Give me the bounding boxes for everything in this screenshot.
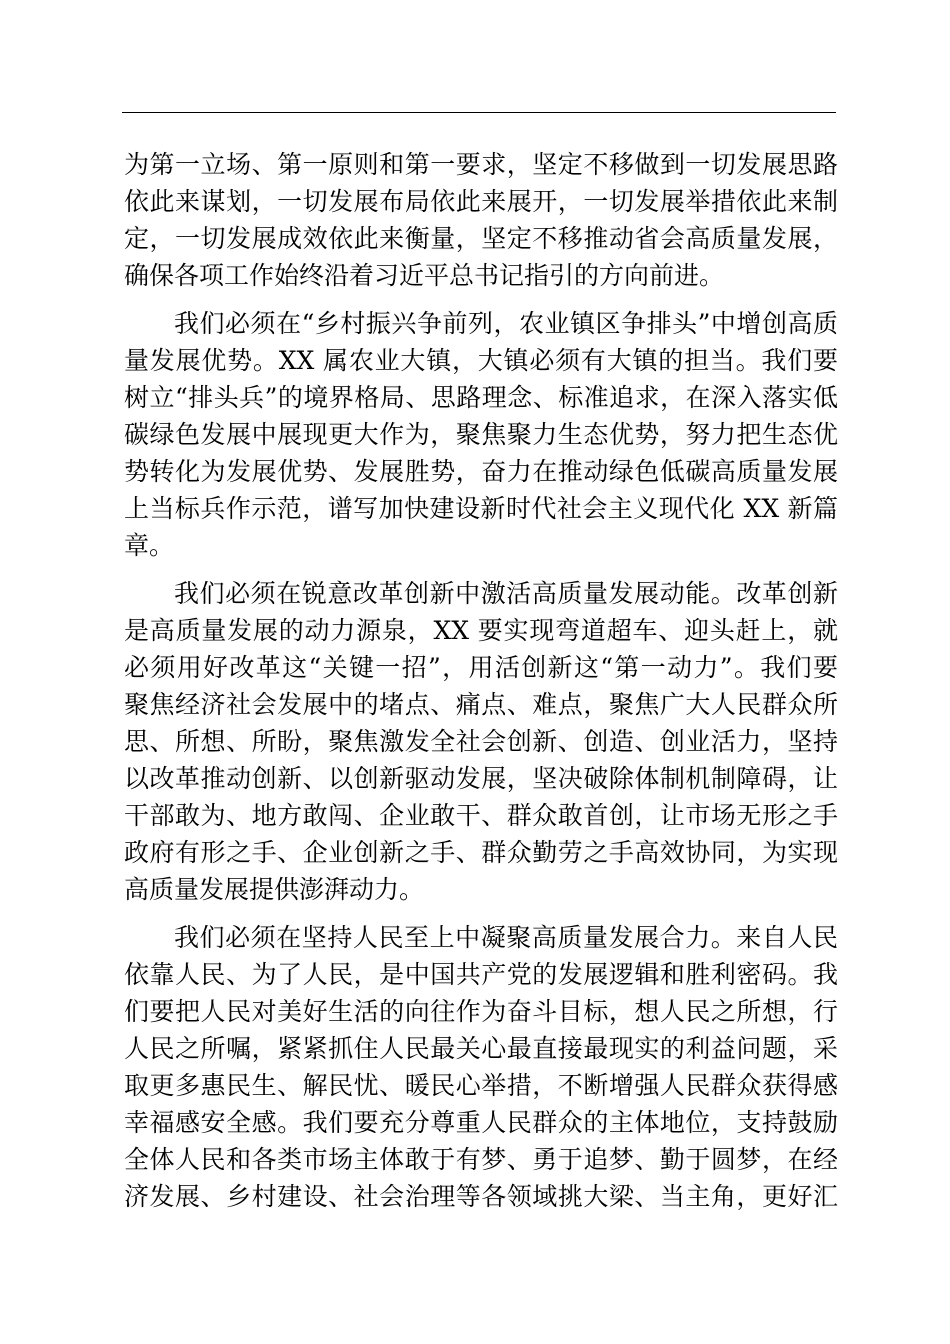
text-line: 聚焦经济社会发展中的堵点、痛点、难点，聚焦广大人民群众所 bbox=[124, 690, 838, 719]
text-line: 我们必须在“乡村振兴争前列，农业镇区争排头”中增创高质 bbox=[174, 309, 838, 338]
text-line: 定，一切发展成效依此来衡量，坚定不移推动省会高质量发展， bbox=[124, 224, 838, 253]
text-line: 依靠人民、为了人民，是中国共产党的发展逻辑和胜利密码。我 bbox=[124, 960, 838, 989]
text-line: 思、所想、所盼，聚焦激发全社会创新、创造、创业活力，坚持 bbox=[124, 727, 838, 756]
text-line: 章。 bbox=[124, 531, 175, 560]
text-line: 树立“排头兵”的境界格局、思路理念、标准追求，在深入落实低 bbox=[124, 383, 838, 412]
header-rule bbox=[122, 112, 836, 113]
text-line: 济发展、乡村建设、社会治理等各领域挑大梁、当主角，更好汇 bbox=[124, 1182, 838, 1211]
text-line: 们要把人民对美好生活的向往作为奋斗目标，想人民之所想，行 bbox=[124, 997, 838, 1026]
text-line: 高质量发展提供澎湃动力。 bbox=[124, 875, 425, 904]
text-line: 取更多惠民生、解民忧、暖民心举措，不断增强人民群众获得感 bbox=[124, 1071, 838, 1100]
text-line: 政府有形之手、企业创新之手、群众勤劳之手高效协同，为实现 bbox=[124, 838, 838, 867]
paragraph-3 bbox=[124, 575, 838, 908]
text-line: 必须用好改革这“关键一招”，用活创新这“第一动力”。我们要 bbox=[124, 653, 838, 682]
text-line: 以改革推动创新、以创新驱动发展，坚决破除体制机制障碍，让 bbox=[124, 764, 838, 793]
text-line: 幸福感安全感。我们要充分尊重人民群众的主体地位，支持鼓励 bbox=[124, 1108, 838, 1137]
text-line: 依此来谋划，一切发展布局依此来展开，一切发展举措依此来制 bbox=[124, 187, 838, 216]
text-line: 人民之所嘱，紧紧抓住人民最关心最直接最现实的利益问题，采 bbox=[124, 1034, 838, 1063]
text-line: 上当标兵作示范，谱写加快建设新时代社会主义现代化 XX 新篇 bbox=[124, 494, 838, 523]
text-line: 势转化为发展优势、发展胜势，奋力在推动绿色低碳高质量发展 bbox=[124, 457, 838, 486]
text-line: 确保各项工作始终沿着习近平总书记指引的方向前进。 bbox=[124, 261, 725, 290]
paragraph-1 bbox=[124, 146, 838, 294]
text-line: 碳绿色发展中展现更大作为，聚焦聚力生态优势，努力把生态优 bbox=[124, 420, 838, 449]
paragraph-2 bbox=[124, 305, 838, 564]
text-line: 干部敢为、地方敢闯、企业敢干、群众敢首创，让市场无形之手 bbox=[124, 801, 838, 830]
text-line: 是高质量发展的动力源泉，XX 要实现弯道超车、迎头赶上，就 bbox=[124, 616, 838, 645]
text-line: 量发展优势。XX 属农业大镇，大镇必须有大镇的担当。我们要 bbox=[124, 346, 838, 375]
paragraph-4 bbox=[124, 919, 838, 1215]
body-text bbox=[124, 146, 838, 1226]
text-line: 为第一立场、第一原则和第一要求，坚定不移做到一切发展思路 bbox=[124, 150, 838, 179]
text-line: 我们必须在锐意改革创新中激活高质量发展动能。改革创新 bbox=[174, 579, 838, 608]
text-line: 全体人民和各类市场主体敢于有梦、勇于追梦、勤于圆梦，在经 bbox=[124, 1145, 838, 1174]
text-line: 我们必须在坚持人民至上中凝聚高质量发展合力。来自人民 bbox=[174, 923, 838, 952]
